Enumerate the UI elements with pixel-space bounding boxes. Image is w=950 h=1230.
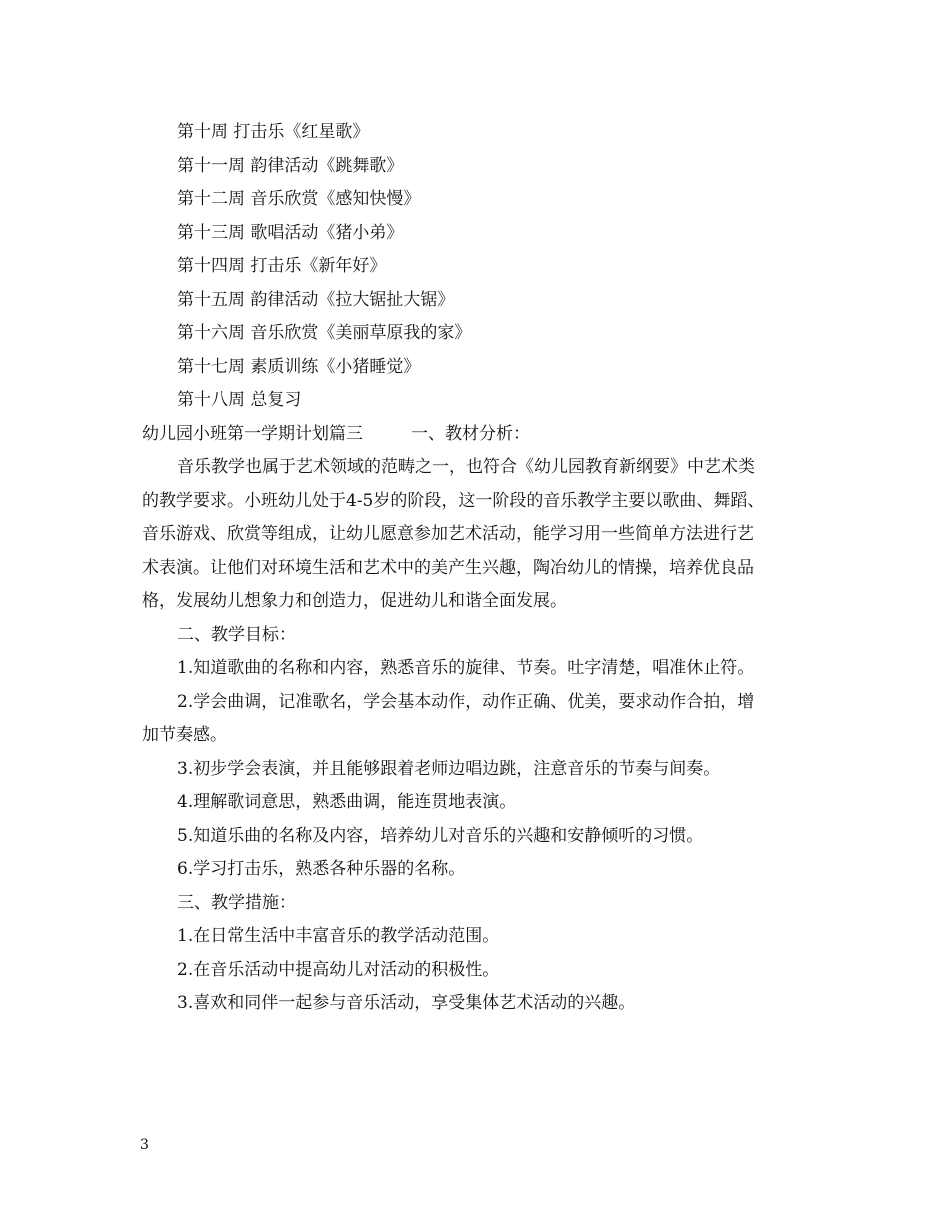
section-title-line [142, 418, 814, 452]
measures-heading: 三、教学措施： [177, 892, 296, 913]
schedule-item-week-17: 第十七周 素质训练《小猪睡觉》 [177, 356, 421, 377]
goals-heading: 二、教学目标： [177, 624, 296, 645]
analysis-heading: 一、教材分析： [411, 423, 530, 444]
measure-item-1: 1.在日常生活中丰富音乐的教学活动范围。 [177, 926, 500, 946]
section-title: 幼儿园小班第一学期计划篇三 [142, 423, 363, 444]
schedule-item-week-10: 第十周 打击乐《红星歌》 [177, 122, 370, 142]
goal-item-3: 3.初步学会表演，并且能够跟着老师边唱边跳，注意音乐的节奏与间奏。 [177, 758, 721, 779]
schedule-item-week-13: 第十三周 歌唱活动《猪小弟》 [177, 222, 404, 243]
schedule-item-week-11: 第十一周 韵律活动《跳舞歌》 [177, 155, 404, 176]
schedule-item-week-16: 第十六周 音乐欣赏《美丽草原我的家》 [177, 323, 472, 343]
schedule-item-week-12: 第十二周 音乐欣赏《感知快慢》 [177, 189, 421, 209]
analysis-line-5: 格，发展幼儿想象力和创造力，促进幼儿和谐全面发展。 [142, 591, 567, 611]
goal-item-6: 6.学习打击乐，熟悉各种乐器的名称。 [177, 859, 466, 879]
measure-item-2: 2.在音乐活动中提高幼儿对活动的积极性。 [177, 959, 500, 980]
goal-item-1: 1.知道歌曲的名称和内容，熟悉音乐的旋律、节奏。吐字清楚，唱准休止符。 [177, 658, 755, 678]
analysis-line-4: 术表演。让他们对环境生活和艺术中的美产生兴趣，陶冶幼儿的情操，培养优良品 [142, 557, 754, 578]
goal-item-2-line-1: 2.学会曲调，记准歌名，学会基本动作，动作正确、优美，要求动作合拍，增 [177, 691, 755, 712]
goal-item-2-line-2: 加节奏感。 [142, 725, 227, 745]
schedule-item-week-15: 第十五周 韵律活动《拉大锯扯大锯》 [177, 289, 455, 310]
page-content [142, 116, 814, 1021]
goal-item-4: 4.理解歌词意思，熟悉曲调，能连贯地表演。 [177, 792, 517, 812]
schedule-item-week-14: 第十四周 打击乐《新年好》 [177, 256, 387, 276]
analysis-line-3: 音乐游戏、欣赏等组成，让幼儿愿意参加艺术活动，能学习用一些简单方法进行艺 [142, 524, 754, 544]
analysis-line-1: 音乐教学也属于艺术领域的范畴之一，也符合《幼儿园教育新纲要》中艺术类 [177, 457, 755, 477]
goal-item-5: 5.知道乐曲的名称及内容，培养幼儿对音乐的兴趣和安静倾听的习惯。 [177, 825, 704, 846]
measure-item-3: 3.喜欢和同伴一起参与音乐活动，享受集体艺术活动的兴趣。 [177, 993, 636, 1013]
schedule-item-week-18: 第十八周 总复习 [177, 390, 302, 410]
analysis-line-2: 的教学要求。小班幼儿处于4-5岁的阶段，这一阶段的音乐教学主要以歌曲、舞蹈、 [142, 490, 765, 511]
page-number: 3 [140, 1137, 149, 1153]
